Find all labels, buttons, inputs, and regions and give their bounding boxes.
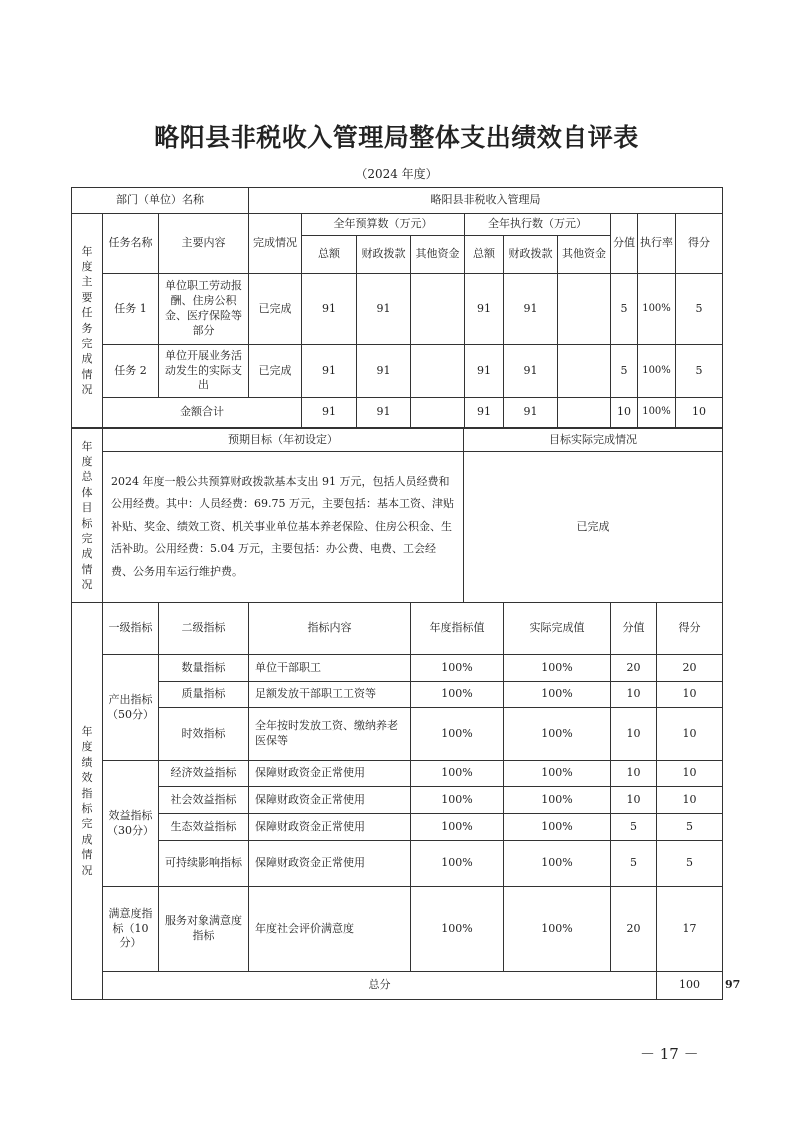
task-exec-total: 91 (465, 274, 504, 345)
indicator-target: 100% (411, 708, 504, 761)
indicators-header-row (72, 603, 723, 655)
indicator-score-value: 5 (611, 841, 657, 887)
task-score-value: 5 (611, 274, 638, 345)
indicator-score-value: 20 (611, 887, 657, 972)
task-exec-fiscal: 91 (504, 274, 558, 345)
header-content: 指标内容 (249, 603, 411, 655)
task-budget-other (411, 274, 465, 345)
task-content: 单位职工劳动报酬、住房公积金、医疗保险等部分 (159, 274, 249, 345)
indicator-score: 5 (657, 841, 723, 887)
header-budget-total: 总额 (302, 236, 357, 274)
indicator-score-value: 10 (611, 761, 657, 787)
indicator-target: 100% (411, 787, 504, 814)
indicator-score-value: 20 (611, 655, 657, 682)
task-budget-other (411, 345, 465, 398)
task-score: 5 (676, 274, 723, 345)
task-name: 任务 1 (103, 274, 159, 345)
total-label: 总分 (103, 972, 657, 1000)
indicator-content: 全年按时发放工资、缴纳养老医保等 (249, 708, 411, 761)
level2: 经济效益指标 (159, 761, 249, 787)
task-score: 5 (676, 345, 723, 398)
indicator-row (72, 841, 723, 887)
indicator-target: 100% (411, 682, 504, 708)
header-budget: 全年预算数（万元） (302, 214, 465, 236)
task-budget-total: 91 (302, 345, 357, 398)
indicator-content: 保障财政资金正常使用 (249, 814, 411, 841)
sum-score: 10 (676, 398, 723, 428)
header-rate: 执行率 (638, 214, 676, 274)
indicator-actual: 100% (504, 787, 611, 814)
indicator-score: 10 (657, 682, 723, 708)
sum-label: 金额合计 (103, 398, 302, 428)
indicator-score: 20 (657, 655, 723, 682)
level1-satisfaction: 满意度指标（10分） (103, 887, 159, 972)
task-content: 单位开展业务活动发生的实际支出 (159, 345, 249, 398)
task-budget-fiscal: 91 (357, 345, 411, 398)
tasks-section-label (72, 214, 103, 428)
indicator-row (72, 655, 723, 682)
goals-section-label (72, 429, 103, 603)
sum-budget-fiscal: 91 (357, 398, 411, 428)
level2: 社会效益指标 (159, 787, 249, 814)
sum-exec-total: 91 (465, 398, 504, 428)
task-rate: 100% (638, 274, 676, 345)
dept-row (72, 188, 723, 214)
indicators-table (71, 602, 741, 1000)
goals-table (71, 428, 723, 603)
goals-section-text: 年 度 总 体 目 标 完 成 情 况 (81, 439, 93, 592)
header-task-content: 主要内容 (159, 214, 249, 274)
indicator-actual: 100% (504, 761, 611, 787)
tasks-section-text: 年 度 主 要 任 务 完 成 情 况 (81, 244, 93, 397)
goals-expected-header: 预期目标（年初设定） (103, 429, 464, 452)
indicator-actual: 100% (504, 814, 611, 841)
indicator-row (72, 787, 723, 814)
header-level1: 一级指标 (103, 603, 159, 655)
task-budget-total: 91 (302, 274, 357, 345)
tasks-table (71, 187, 723, 428)
indicator-row (72, 708, 723, 761)
indicator-score-value: 10 (611, 682, 657, 708)
tasks-sum-row (72, 398, 723, 428)
header-score: 得分 (676, 214, 723, 274)
indicators-section-label (72, 603, 103, 1000)
indicator-target: 100% (411, 841, 504, 887)
dept-value: 略阳县非税收入管理局 (249, 188, 723, 214)
task-name: 任务 2 (103, 345, 159, 398)
header-task-status: 完成情况 (249, 214, 302, 274)
header-task-name: 任务名称 (103, 214, 159, 274)
indicators-section-text: 年 度 绩 效 指 标 完 成 情 况 (81, 725, 93, 877)
task-exec-total: 91 (465, 345, 504, 398)
total-score-value: 100 (657, 972, 723, 1000)
header-exec-other: 其他资金 (558, 236, 611, 274)
indicator-actual: 100% (504, 655, 611, 682)
header-target: 年度指标值 (411, 603, 504, 655)
indicator-row (72, 814, 723, 841)
indicator-row (72, 887, 723, 972)
dept-label: 部门（单位）名称 (72, 188, 249, 214)
header-score-value: 分值 (611, 214, 638, 274)
level1-benefit: 效益指标（30分） (103, 761, 159, 887)
indicator-score: 10 (657, 708, 723, 761)
sum-budget-total: 91 (302, 398, 357, 428)
indicator-content: 保障财政资金正常使用 (249, 841, 411, 887)
header-exec-fiscal: 财政拨款 (504, 236, 558, 274)
indicator-row (72, 682, 723, 708)
total-row: 总分 100 97 (72, 972, 723, 1000)
indicator-content: 单位干部职工 (249, 655, 411, 682)
task-exec-other (558, 345, 611, 398)
task-budget-fiscal: 91 (357, 274, 411, 345)
header-budget-other: 其他资金 (411, 236, 465, 274)
indicator-actual: 100% (504, 708, 611, 761)
level2: 服务对象满意度指标 (159, 887, 249, 972)
page-subtitle: （2024 年度） (355, 167, 438, 181)
indicator-content: 保障财政资金正常使用 (249, 787, 411, 814)
header-exec: 全年执行数（万元） (465, 214, 611, 236)
level2: 可持续影响指标 (159, 841, 249, 887)
indicator-target: 100% (411, 814, 504, 841)
sum-rate: 100% (638, 398, 676, 428)
task-rate: 100% (638, 345, 676, 398)
level2: 质量指标 (159, 682, 249, 708)
indicator-score: 10 (657, 787, 723, 814)
tasks-header-row-1 (72, 214, 723, 236)
task-score-value: 5 (611, 345, 638, 398)
sum-budget-other (411, 398, 465, 428)
goals-actual-text: 已完成 (464, 452, 723, 603)
header-level2: 二级指标 (159, 603, 249, 655)
indicator-score: 5 (657, 814, 723, 841)
task-row (72, 274, 723, 345)
indicator-score-value: 10 (611, 787, 657, 814)
indicator-score: 17 (657, 887, 723, 972)
header-exec-total: 总额 (465, 236, 504, 274)
goals-content-row (72, 452, 723, 603)
indicator-target: 100% (411, 887, 504, 972)
goals-actual-header: 目标实际完成情况 (464, 429, 723, 452)
sum-exec-fiscal: 91 (504, 398, 558, 428)
task-exec-other (558, 274, 611, 345)
sum-exec-other (558, 398, 611, 428)
indicator-score-value: 5 (611, 814, 657, 841)
sum-score-value: 10 (611, 398, 638, 428)
page-number: － 17 － (640, 1045, 699, 1063)
indicator-content: 年度社会评价满意度 (249, 887, 411, 972)
indicator-target: 100% (411, 655, 504, 682)
header-actual: 实际完成值 (504, 603, 611, 655)
level2: 时效指标 (159, 708, 249, 761)
indicator-target: 100% (411, 761, 504, 787)
indicator-actual: 100% (504, 841, 611, 887)
indicator-actual: 100% (504, 887, 611, 972)
indicator-content: 保障财政资金正常使用 (249, 761, 411, 787)
indicator-content: 足额发放干部职工工资等 (249, 682, 411, 708)
indicator-score: 10 (657, 761, 723, 787)
header-score: 得分 (657, 603, 723, 655)
header-score-value: 分值 (611, 603, 657, 655)
level1-output: 产出指标（50分） (103, 655, 159, 761)
indicator-row (72, 761, 723, 787)
header-budget-fiscal: 财政拨款 (357, 236, 411, 274)
level2: 生态效益指标 (159, 814, 249, 841)
indicator-score-value: 10 (611, 708, 657, 761)
indicator-actual: 100% (504, 682, 611, 708)
task-status: 已完成 (249, 274, 302, 345)
goals-header-row (72, 429, 723, 452)
level2: 数量指标 (159, 655, 249, 682)
goals-expected-text: 2024 年度一般公共预算财政拨款基本支出 91 万元，包括人员经费和公用经费。其中：人员经费：69.75 万元，主要包括：基本工资、津贴补贴、奖金、绩效工资、机关事业单位基本养老保险、住房公积金、生活补助。公用经费：5.04 万元，主要包括：办公费、电费、工会经费、公务用车运行维护费。 (103, 452, 464, 603)
task-row (72, 345, 723, 398)
task-status: 已完成 (249, 345, 302, 398)
task-exec-fiscal: 91 (504, 345, 558, 398)
page-title: 略阳县非税收入管理局整体支出绩效自评表 (154, 123, 639, 152)
